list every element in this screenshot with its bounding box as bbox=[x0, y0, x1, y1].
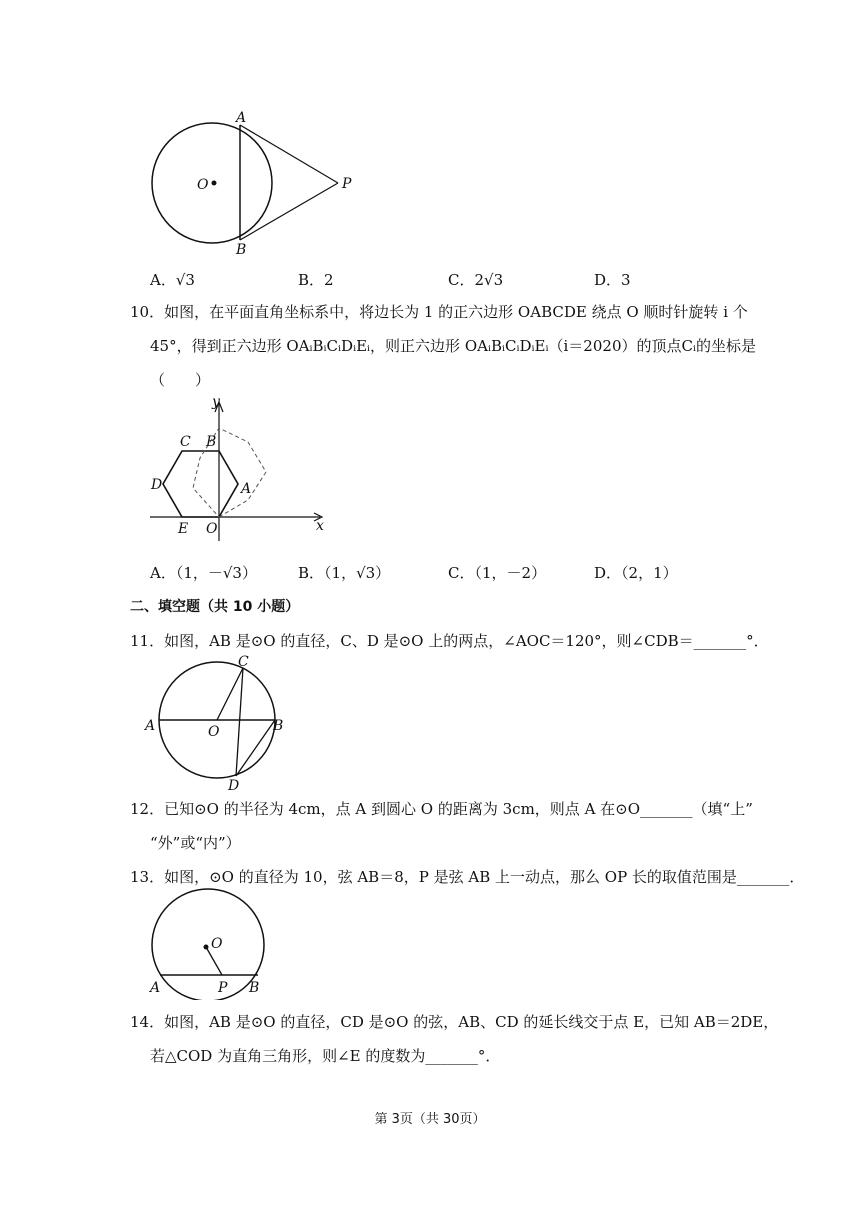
q9-option-b: B．2 bbox=[298, 271, 334, 289]
axis-x-label: x bbox=[316, 518, 324, 534]
q10-line-2: 45°，得到正六边形 OAᵢBᵢCᵢDᵢEᵢ，则正六边形 OAᵢBᵢCᵢDᵢEᵢ（i＝2020）的顶点Cᵢ的坐标是 bbox=[150, 337, 756, 355]
label-E: E bbox=[178, 521, 189, 537]
q10-line-3: （ ） bbox=[150, 371, 211, 389]
label-O: O bbox=[208, 724, 220, 740]
label-O: O bbox=[206, 521, 218, 537]
section-heading: 二、填空题（共 10 小题） bbox=[130, 599, 300, 615]
figure-q13 bbox=[140, 886, 280, 1000]
label-A: A bbox=[150, 980, 161, 996]
q13-line: 13．如图，⊙O 的直径为 10，弦 AB＝8，P 是弦 AB 上一动点，那么 OP 长的取值范围是_______． bbox=[130, 868, 805, 886]
label-A: A bbox=[145, 718, 156, 734]
label-C: C bbox=[180, 434, 191, 450]
q10-option-d: D．（2，1） bbox=[594, 564, 678, 582]
q9-option-d: D．3 bbox=[594, 271, 631, 289]
figure-q9 bbox=[140, 108, 370, 258]
q12-line-2: “外”或“内”） bbox=[150, 834, 241, 852]
label-O: O bbox=[211, 936, 223, 952]
q10-option-c: C．（1，－2） bbox=[448, 564, 547, 582]
q9-option-a: A．√3 bbox=[150, 271, 195, 289]
label-B: B bbox=[273, 718, 284, 734]
q14-line-1: 14．如图，AB 是⊙O 的直径，CD 是⊙O 的弦，AB、CD 的延长线交于点 E，已知 AB＝2DE， bbox=[130, 1013, 779, 1031]
label-A: A bbox=[241, 481, 252, 497]
axis-y-label: y bbox=[212, 396, 220, 410]
figure-q10 bbox=[140, 396, 340, 546]
label-C: C bbox=[238, 654, 249, 670]
label-A: A bbox=[236, 110, 247, 126]
label-P: P bbox=[218, 980, 228, 996]
label-B: B bbox=[249, 980, 260, 996]
label-B: B bbox=[236, 242, 247, 258]
page-footer: 第 3页（共 30页） bbox=[374, 1112, 486, 1127]
q11-line: 11．如图，AB 是⊙O 的直径，C、D 是⊙O 上的两点，∠AOC＝120°，则∠CDB＝_______°． bbox=[130, 632, 769, 650]
label-O: O bbox=[197, 177, 209, 193]
q10-option-b: B．（1，√3） bbox=[298, 564, 391, 582]
q10-option-a: A．（1，－√3） bbox=[150, 564, 257, 582]
label-D: D bbox=[151, 477, 163, 493]
q12-line-1: 12．已知⊙O 的半径为 4cm，点 A 到圆心 O 的距离为 3cm，则点 A 在⊙O_______（填“上” bbox=[130, 800, 753, 818]
figure-q11 bbox=[140, 652, 300, 794]
label-B: B bbox=[206, 434, 217, 450]
q14-line-2: 若△COD 为直角三角形，则∠E 的度数为_______°． bbox=[150, 1047, 501, 1065]
q9-option-c: C．2√3 bbox=[448, 271, 504, 289]
q10-line-1: 10．如图，在平面直角坐标系中，将边长为 1 的正六边形 OABCDE 绕点 O 顺时针旋转 i 个 bbox=[130, 303, 748, 321]
label-P: P bbox=[342, 176, 352, 192]
label-D: D bbox=[228, 778, 240, 794]
